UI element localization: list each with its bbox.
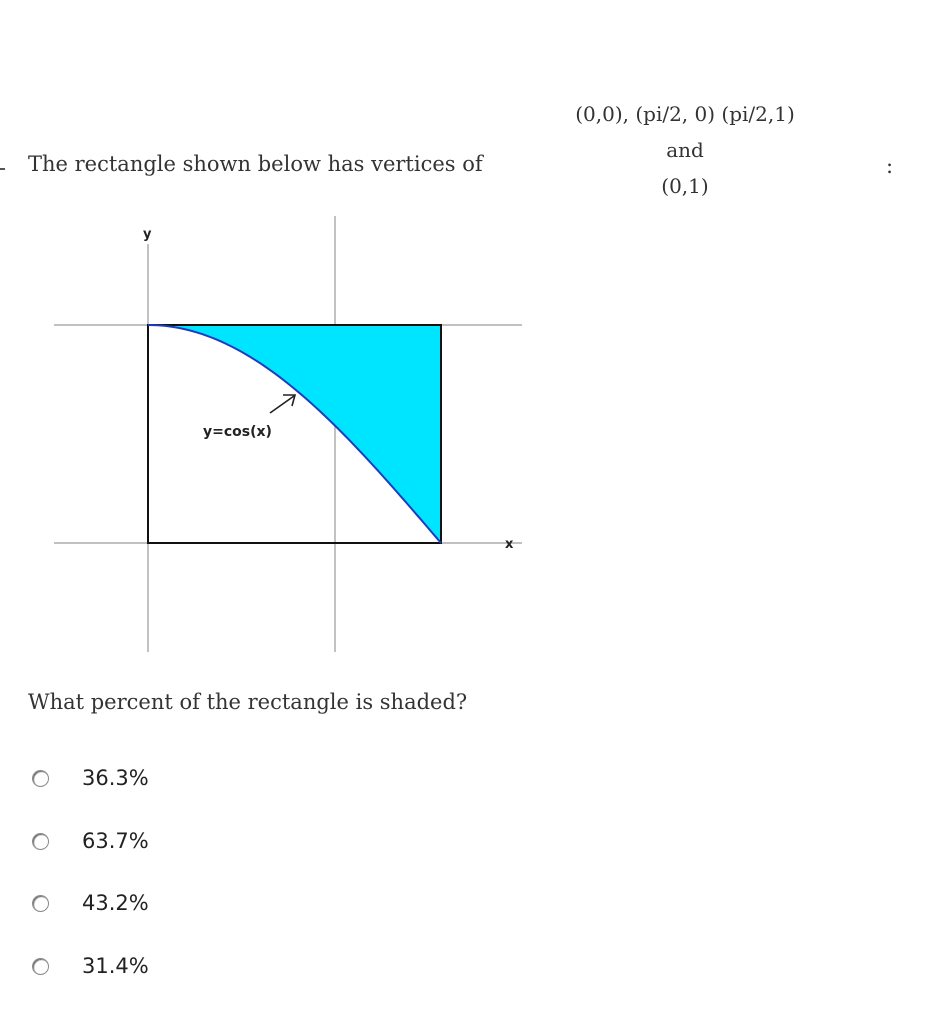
bullet-mark [0, 168, 5, 170]
radio-button[interactable] [32, 895, 49, 912]
vertices-description [560, 96, 810, 204]
vertices-line-2: (0,1) [661, 174, 709, 198]
choice-label[interactable]: 31.4% [82, 954, 149, 978]
radio-button[interactable] [32, 833, 49, 850]
choice-option-4[interactable] [32, 951, 149, 981]
choice-label[interactable]: 36.3% [82, 766, 149, 790]
vertices-line-1: (0,0), (pi/2, 0) (pi/2,1) and [575, 102, 795, 162]
x-axis-label: x [505, 537, 514, 552]
radio-button[interactable] [32, 958, 49, 975]
question-ask: What percent of the rectangle is shaded? [28, 690, 468, 714]
choice-label[interactable]: 43.2% [82, 891, 149, 915]
curve-label: y=cos(x) [203, 424, 272, 440]
shaded-region [148, 325, 441, 543]
choice-option-1[interactable] [32, 763, 149, 793]
rectangle-figure [40, 208, 540, 658]
choice-option-3[interactable] [32, 888, 149, 918]
question-prompt: The rectangle shown below has vertices of [28, 152, 483, 176]
radio-button[interactable] [32, 770, 49, 787]
choice-option-2[interactable] [32, 826, 149, 856]
colon-mark: : [886, 154, 894, 178]
y-axis-label: y [143, 227, 152, 242]
choice-label[interactable]: 63.7% [82, 829, 149, 853]
figure-svg [40, 208, 540, 658]
pointer-arrow-shaft [270, 396, 294, 413]
